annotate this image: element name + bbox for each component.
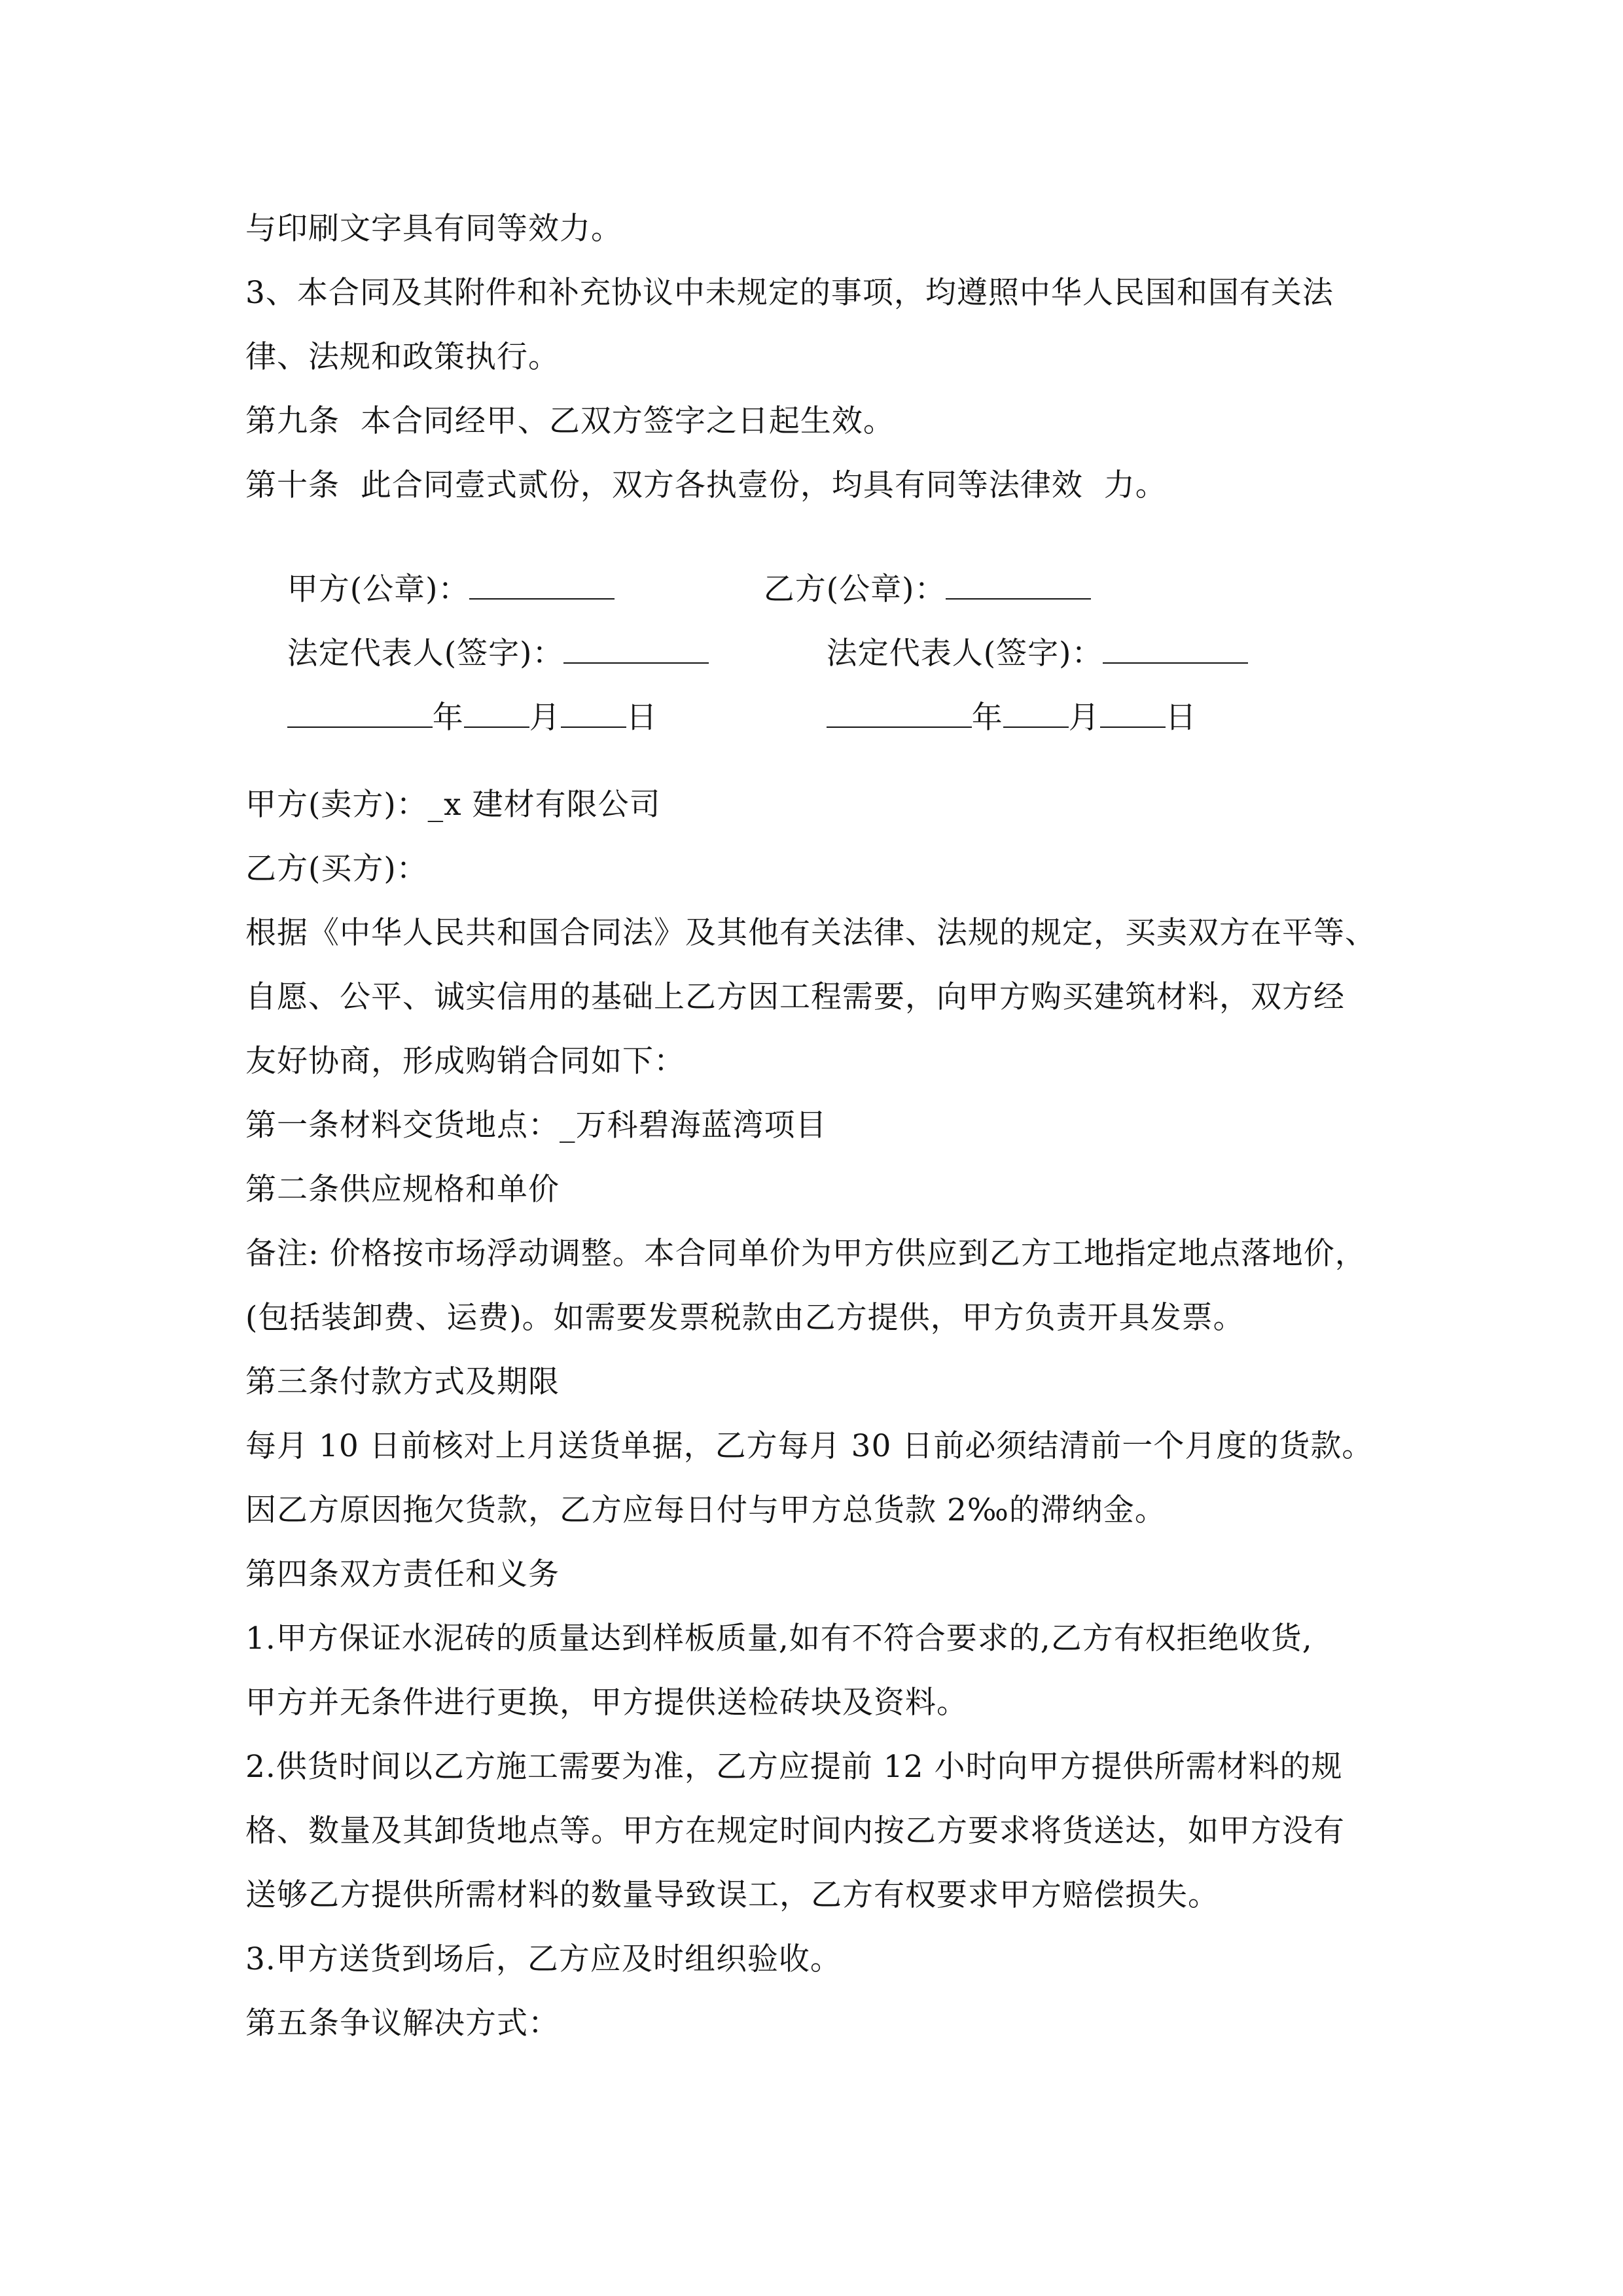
- article-2: 第二条供应规格和单价: [245, 1172, 560, 1208]
- article-1: 第一条材料交货地点：_万科碧海蓝湾项目: [245, 1107, 827, 1143]
- year-b-blank[interactable]: [827, 698, 972, 728]
- year-label: 年: [971, 700, 1003, 736]
- buyer-line: 乙方(买方)：: [245, 851, 428, 887]
- text-line: 3、本合同及其附件和补充协议中未规定的事项，均遵照中华人民国和国有关法: [245, 275, 1334, 311]
- text-line: 律、法规和政策执行。: [245, 339, 560, 375]
- payment-line: 每月 10 日前核对上月送货单据，乙方每月 30 日前必须结清前一个月度的货款。: [245, 1428, 1374, 1464]
- note-line: (包括装卸费、运费)。如需要发票税款由乙方提供，甲方负责开具发票。: [245, 1300, 1245, 1336]
- responsibility-line: 送够乙方提供所需材料的数量导致误工，乙方有权要求甲方赔偿损失。: [245, 1877, 1219, 1913]
- text-line: 与印刷文字具有同等效力。: [245, 211, 622, 247]
- year-a-blank[interactable]: [287, 698, 433, 728]
- responsibility-line: 1.甲方保证水泥砖的质量达到样板质量,如有不符合要求的,乙方有权拒绝收货,: [245, 1621, 1313, 1657]
- intro-line: 根据《中华人民共和国合同法》及其他有关法律、法规的规定，买卖双方在平等、: [245, 915, 1376, 951]
- responsibility-line: 格、数量及其卸货地点等。甲方在规定时间内按乙方要求将货送达，如甲方没有: [245, 1813, 1345, 1849]
- day-a-blank[interactable]: [561, 698, 626, 728]
- responsibility-line: 甲方并无条件进行更换，甲方提供送检砖块及资料。: [245, 1685, 968, 1721]
- article-3: 第三条付款方式及期限: [245, 1364, 560, 1400]
- responsibility-line: 2.供货时间以乙方施工需要为准，乙方应提前 12 小时向甲方提供所需材料的规: [245, 1749, 1343, 1785]
- party-a-seal-label: 甲方(公章)：: [287, 571, 470, 607]
- year-label: 年: [432, 700, 464, 736]
- month-label: 月: [529, 700, 561, 736]
- rep-a-label: 法定代表人(签字)：: [287, 636, 564, 672]
- month-a-blank[interactable]: [464, 698, 529, 728]
- intro-line: 自愿、公平、诚实信用的基础上乙方因工程需要，向甲方购买建筑材料，双方经: [245, 979, 1345, 1015]
- responsibility-line: 3.甲方送货到场后，乙方应及时组织验收。: [245, 1941, 842, 1977]
- day-b-blank[interactable]: [1100, 698, 1166, 728]
- day-label: 日: [626, 700, 658, 736]
- article-4: 第四条双方责任和义务: [245, 1556, 560, 1592]
- note-line: 备注: 价格按市场浮动调整。本合同单价为甲方供应到乙方工地指定地点落地价，: [245, 1236, 1366, 1272]
- seller-line: 甲方(卖方)：_x 建材有限公司: [245, 787, 661, 823]
- day-label: 日: [1165, 700, 1197, 736]
- party-b-seal-label: 乙方(公章)：: [763, 571, 946, 607]
- payment-line: 因乙方原因拖欠货款，乙方应每日付与甲方总货款 2‰的滞纳金。: [245, 1492, 1166, 1528]
- article-9: 第九条 本合同经甲、乙双方签字之日起生效。: [245, 403, 895, 439]
- rep-b-label: 法定代表人(签字)：: [826, 636, 1103, 672]
- article-5: 第五条争议解决方式：: [245, 2005, 560, 2041]
- month-label: 月: [1068, 700, 1100, 736]
- month-b-blank[interactable]: [1003, 698, 1069, 728]
- date-a-line: [245, 658, 658, 777]
- article-10: 第十条 此合同壹式贰份，双方各执壹份，均具有同等法律效 力。: [245, 467, 1167, 503]
- intro-line: 友好协商，形成购销合同如下：: [245, 1043, 685, 1079]
- date-b-line: [785, 658, 1197, 777]
